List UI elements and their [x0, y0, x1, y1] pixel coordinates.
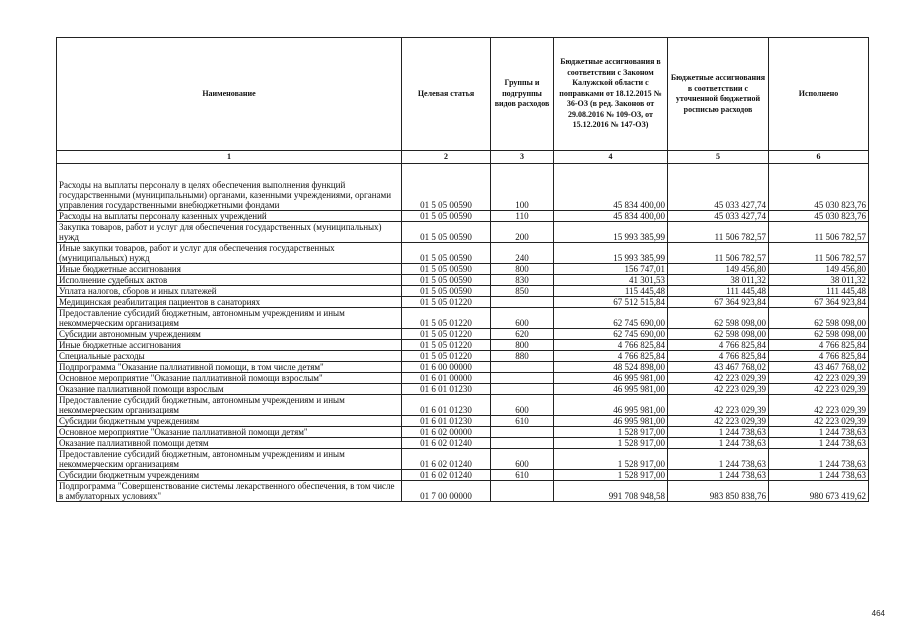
row-executed-cell: 111 445,48: [769, 286, 869, 297]
row-name-cell: Предоставление субсидий бюджетным, автономным учреждениям и иным некоммерческим организациям: [57, 395, 402, 416]
row-expense-group-cell: 880: [491, 351, 554, 362]
row-target-article-cell: 01 5 05 00590: [402, 222, 491, 243]
row-expense-group-cell: 600: [491, 308, 554, 329]
row-budget-allocation-cell: 42 223 029,39: [668, 395, 769, 416]
row-expense-group-cell: 600: [491, 395, 554, 416]
column-number-row: [57, 151, 869, 164]
row-expense-group-cell: 830: [491, 275, 554, 286]
row-target-article-cell: 01 6 02 01240: [402, 470, 491, 481]
table-row: [57, 395, 869, 416]
row-budget-allocation-cell: 4 766 825,84: [668, 340, 769, 351]
row-expense-group-cell: 800: [491, 264, 554, 275]
row-name-cell: Иные закупки товаров, работ и услуг для обеспечения государственных (муниципальных) нужд: [57, 243, 402, 264]
header-budget-allocations: Бюджетные ассигнования в соответствии с уточненной бюджетной росписью расходов: [668, 38, 769, 151]
table-row: [57, 362, 869, 373]
table-row: [57, 416, 869, 427]
row-law-allocation-cell: 4 766 825,84: [554, 340, 668, 351]
row-expense-group-cell: [491, 438, 554, 449]
row-budget-allocation-cell: 42 223 029,39: [668, 416, 769, 427]
row-expense-group-cell: 850: [491, 286, 554, 297]
row-name-cell: Медицинская реабилитация пациентов в санаториях: [57, 297, 402, 308]
row-executed-cell: 1 244 738,63: [769, 449, 869, 470]
column-number: 1: [57, 151, 402, 164]
column-number: 5: [668, 151, 769, 164]
table-row: [57, 449, 869, 470]
row-budget-allocation-cell: 45 033 427,74: [668, 164, 769, 211]
row-budget-allocation-cell: 4 766 825,84: [668, 351, 769, 362]
row-budget-allocation-cell: 62 598 098,00: [668, 308, 769, 329]
row-law-allocation-cell: 1 528 917,00: [554, 449, 668, 470]
table-header-row: [57, 38, 869, 151]
row-name-cell: Предоставление субсидий бюджетным, автономным учреждениям и иным некоммерческим организациям: [57, 308, 402, 329]
row-target-article-cell: 01 5 05 00590: [402, 164, 491, 211]
budget-table: [56, 37, 869, 502]
row-budget-allocation-cell: 1 244 738,63: [668, 470, 769, 481]
row-name-cell: Основное мероприятие "Оказание паллиативной помощи детям": [57, 427, 402, 438]
row-budget-allocation-cell: 1 244 738,63: [668, 438, 769, 449]
row-name-cell: Подпрограмма "Оказание паллиативной помощи, в том числе детям": [57, 362, 402, 373]
row-law-allocation-cell: 46 995 981,00: [554, 384, 668, 395]
table-row: [57, 164, 869, 211]
table-body: [57, 164, 869, 502]
row-executed-cell: 980 673 419,62: [769, 481, 869, 502]
row-expense-group-cell: 200: [491, 222, 554, 243]
row-budget-allocation-cell: 149 456,80: [668, 264, 769, 275]
row-budget-allocation-cell: 983 850 838,76: [668, 481, 769, 502]
row-executed-cell: 4 766 825,84: [769, 351, 869, 362]
row-budget-allocation-cell: 1 244 738,63: [668, 449, 769, 470]
row-law-allocation-cell: 156 747,01: [554, 264, 668, 275]
column-number: 2: [402, 151, 491, 164]
row-budget-allocation-cell: 45 033 427,74: [668, 211, 769, 222]
row-expense-group-cell: [491, 373, 554, 384]
table-row: [57, 275, 869, 286]
row-name-cell: Исполнение судебных актов: [57, 275, 402, 286]
row-law-allocation-cell: 46 995 981,00: [554, 416, 668, 427]
row-target-article-cell: 01 5 05 00590: [402, 243, 491, 264]
row-budget-allocation-cell: 62 598 098,00: [668, 329, 769, 340]
row-budget-allocation-cell: 11 506 782,57: [668, 222, 769, 243]
row-executed-cell: 43 467 768,02: [769, 362, 869, 373]
row-target-article-cell: 01 6 01 01230: [402, 416, 491, 427]
row-expense-group-cell: [491, 427, 554, 438]
row-target-article-cell: 01 5 05 00590: [402, 211, 491, 222]
row-name-cell: Иные бюджетные ассигнования: [57, 340, 402, 351]
row-target-article-cell: 01 5 05 00590: [402, 275, 491, 286]
row-law-allocation-cell: 62 745 690,00: [554, 308, 668, 329]
column-number: 6: [769, 151, 869, 164]
row-name-cell: Оказание паллиативной помощи взрослым: [57, 384, 402, 395]
row-expense-group-cell: 610: [491, 416, 554, 427]
row-target-article-cell: 01 5 05 01220: [402, 297, 491, 308]
table-row: [57, 427, 869, 438]
row-law-allocation-cell: 46 995 981,00: [554, 395, 668, 416]
row-target-article-cell: 01 6 02 01240: [402, 438, 491, 449]
row-name-cell: Субсидии бюджетным учреждениям: [57, 470, 402, 481]
row-executed-cell: 42 223 029,39: [769, 373, 869, 384]
row-name-cell: Подпрограмма "Совершенствование системы лекарственного обеспечения, в том числе в амбулаторных условиях": [57, 481, 402, 502]
row-law-allocation-cell: 62 745 690,00: [554, 329, 668, 340]
table-row: [57, 297, 869, 308]
row-name-cell: Иные бюджетные ассигнования: [57, 264, 402, 275]
row-expense-group-cell: [491, 297, 554, 308]
row-expense-group-cell: 800: [491, 340, 554, 351]
row-executed-cell: 11 506 782,57: [769, 243, 869, 264]
row-executed-cell: 42 223 029,39: [769, 416, 869, 427]
row-name-cell: Специальные расходы: [57, 351, 402, 362]
row-law-allocation-cell: 46 995 981,00: [554, 373, 668, 384]
budget-table-sheet: [56, 37, 868, 502]
column-number: 3: [491, 151, 554, 164]
row-executed-cell: 62 598 098,00: [769, 329, 869, 340]
row-executed-cell: 4 766 825,84: [769, 340, 869, 351]
row-name-cell: Субсидии автономным учреждениям: [57, 329, 402, 340]
row-law-allocation-cell: 15 993 385,99: [554, 222, 668, 243]
row-target-article-cell: 01 5 05 01220: [402, 329, 491, 340]
row-law-allocation-cell: 1 528 917,00: [554, 438, 668, 449]
table-row: [57, 222, 869, 243]
table-row: [57, 264, 869, 275]
row-budget-allocation-cell: 11 506 782,57: [668, 243, 769, 264]
row-target-article-cell: 01 5 05 01220: [402, 340, 491, 351]
header-law-allocations: Бюджетные ассигнования в соответствии с Законом Калужской области с поправками от 18.12.2015 № 36-ОЗ (в ред. Законов от 29.08.2016 № 109-ОЗ, от 15.12.2016 № 147-ОЗ): [554, 38, 668, 151]
row-name-cell: Закупка товаров, работ и услуг для обеспечения государственных (муниципальных) нужд: [57, 222, 402, 243]
row-budget-allocation-cell: 67 364 923,84: [668, 297, 769, 308]
row-target-article-cell: 01 6 01 01230: [402, 384, 491, 395]
table-row: [57, 373, 869, 384]
row-expense-group-cell: 610: [491, 470, 554, 481]
row-expense-group-cell: 620: [491, 329, 554, 340]
header-target-article: Целевая статья: [402, 38, 491, 151]
row-executed-cell: 1 244 738,63: [769, 438, 869, 449]
row-law-allocation-cell: 4 766 825,84: [554, 351, 668, 362]
row-law-allocation-cell: 1 528 917,00: [554, 470, 668, 481]
row-budget-allocation-cell: 43 467 768,02: [668, 362, 769, 373]
row-law-allocation-cell: 48 524 898,00: [554, 362, 668, 373]
row-target-article-cell: 01 6 00 00000: [402, 362, 491, 373]
row-expense-group-cell: [491, 362, 554, 373]
table-row: [57, 243, 869, 264]
row-executed-cell: 45 030 823,76: [769, 211, 869, 222]
row-name-cell: Основное мероприятие "Оказание паллиативной помощи взрослым": [57, 373, 402, 384]
table-row: [57, 340, 869, 351]
row-executed-cell: 62 598 098,00: [769, 308, 869, 329]
row-budget-allocation-cell: 42 223 029,39: [668, 373, 769, 384]
row-expense-group-cell: 600: [491, 449, 554, 470]
row-target-article-cell: 01 5 05 01220: [402, 351, 491, 362]
row-target-article-cell: 01 6 02 01240: [402, 449, 491, 470]
row-law-allocation-cell: 115 445,48: [554, 286, 668, 297]
row-executed-cell: 1 244 738,63: [769, 427, 869, 438]
row-law-allocation-cell: 67 512 515,84: [554, 297, 668, 308]
table-row: [57, 329, 869, 340]
row-law-allocation-cell: 45 834 400,00: [554, 211, 668, 222]
row-expense-group-cell: 100: [491, 164, 554, 211]
row-law-allocation-cell: 45 834 400,00: [554, 164, 668, 211]
table-row: [57, 384, 869, 395]
row-target-article-cell: 01 6 01 00000: [402, 373, 491, 384]
row-budget-allocation-cell: 42 223 029,39: [668, 384, 769, 395]
row-target-article-cell: 01 5 05 01220: [402, 308, 491, 329]
table-row: [57, 470, 869, 481]
header-expense-groups: Группы и подгруппы видов расходов: [491, 38, 554, 151]
table-row: [57, 351, 869, 362]
row-target-article-cell: 01 6 01 01230: [402, 395, 491, 416]
table-row: [57, 211, 869, 222]
row-executed-cell: 45 030 823,76: [769, 164, 869, 211]
row-law-allocation-cell: 991 708 948,58: [554, 481, 668, 502]
row-target-article-cell: 01 5 05 00590: [402, 264, 491, 275]
row-expense-group-cell: 240: [491, 243, 554, 264]
row-name-cell: Оказание паллиативной помощи детям: [57, 438, 402, 449]
row-executed-cell: 67 364 923,84: [769, 297, 869, 308]
row-name-cell: Расходы на выплаты персоналу казенных учреждений: [57, 211, 402, 222]
header-executed: Исполнено: [769, 38, 869, 151]
table-row: [57, 286, 869, 297]
row-executed-cell: 42 223 029,39: [769, 395, 869, 416]
row-law-allocation-cell: 15 993 385,99: [554, 243, 668, 264]
row-name-cell: Предоставление субсидий бюджетным, автономным учреждениям и иным некоммерческим организациям: [57, 449, 402, 470]
row-executed-cell: 149 456,80: [769, 264, 869, 275]
row-target-article-cell: 01 5 05 00590: [402, 286, 491, 297]
row-budget-allocation-cell: 111 445,48: [668, 286, 769, 297]
row-law-allocation-cell: 1 528 917,00: [554, 427, 668, 438]
table-row: [57, 438, 869, 449]
row-executed-cell: 1 244 738,63: [769, 470, 869, 481]
row-law-allocation-cell: 41 301,53: [554, 275, 668, 286]
header-name: Наименование: [57, 38, 402, 151]
table-row: [57, 308, 869, 329]
row-name-cell: Расходы на выплаты персоналу в целях обеспечения выполнения функций государственными (муниципальными) органами, казенными учреждениями, органами управления государственными внебюджетными фондами: [57, 164, 402, 211]
row-executed-cell: 11 506 782,57: [769, 222, 869, 243]
row-expense-group-cell: 110: [491, 211, 554, 222]
row-target-article-cell: 01 7 00 00000: [402, 481, 491, 502]
row-executed-cell: 38 011,32: [769, 275, 869, 286]
column-number: 4: [554, 151, 668, 164]
row-target-article-cell: 01 6 02 00000: [402, 427, 491, 438]
row-expense-group-cell: [491, 481, 554, 502]
table-row: [57, 481, 869, 502]
row-budget-allocation-cell: 38 011,32: [668, 275, 769, 286]
row-expense-group-cell: [491, 384, 554, 395]
page-number: 464: [871, 609, 885, 618]
row-executed-cell: 42 223 029,39: [769, 384, 869, 395]
row-name-cell: Субсидии бюджетным учреждениям: [57, 416, 402, 427]
row-budget-allocation-cell: 1 244 738,63: [668, 427, 769, 438]
row-name-cell: Уплата налогов, сборов и иных платежей: [57, 286, 402, 297]
